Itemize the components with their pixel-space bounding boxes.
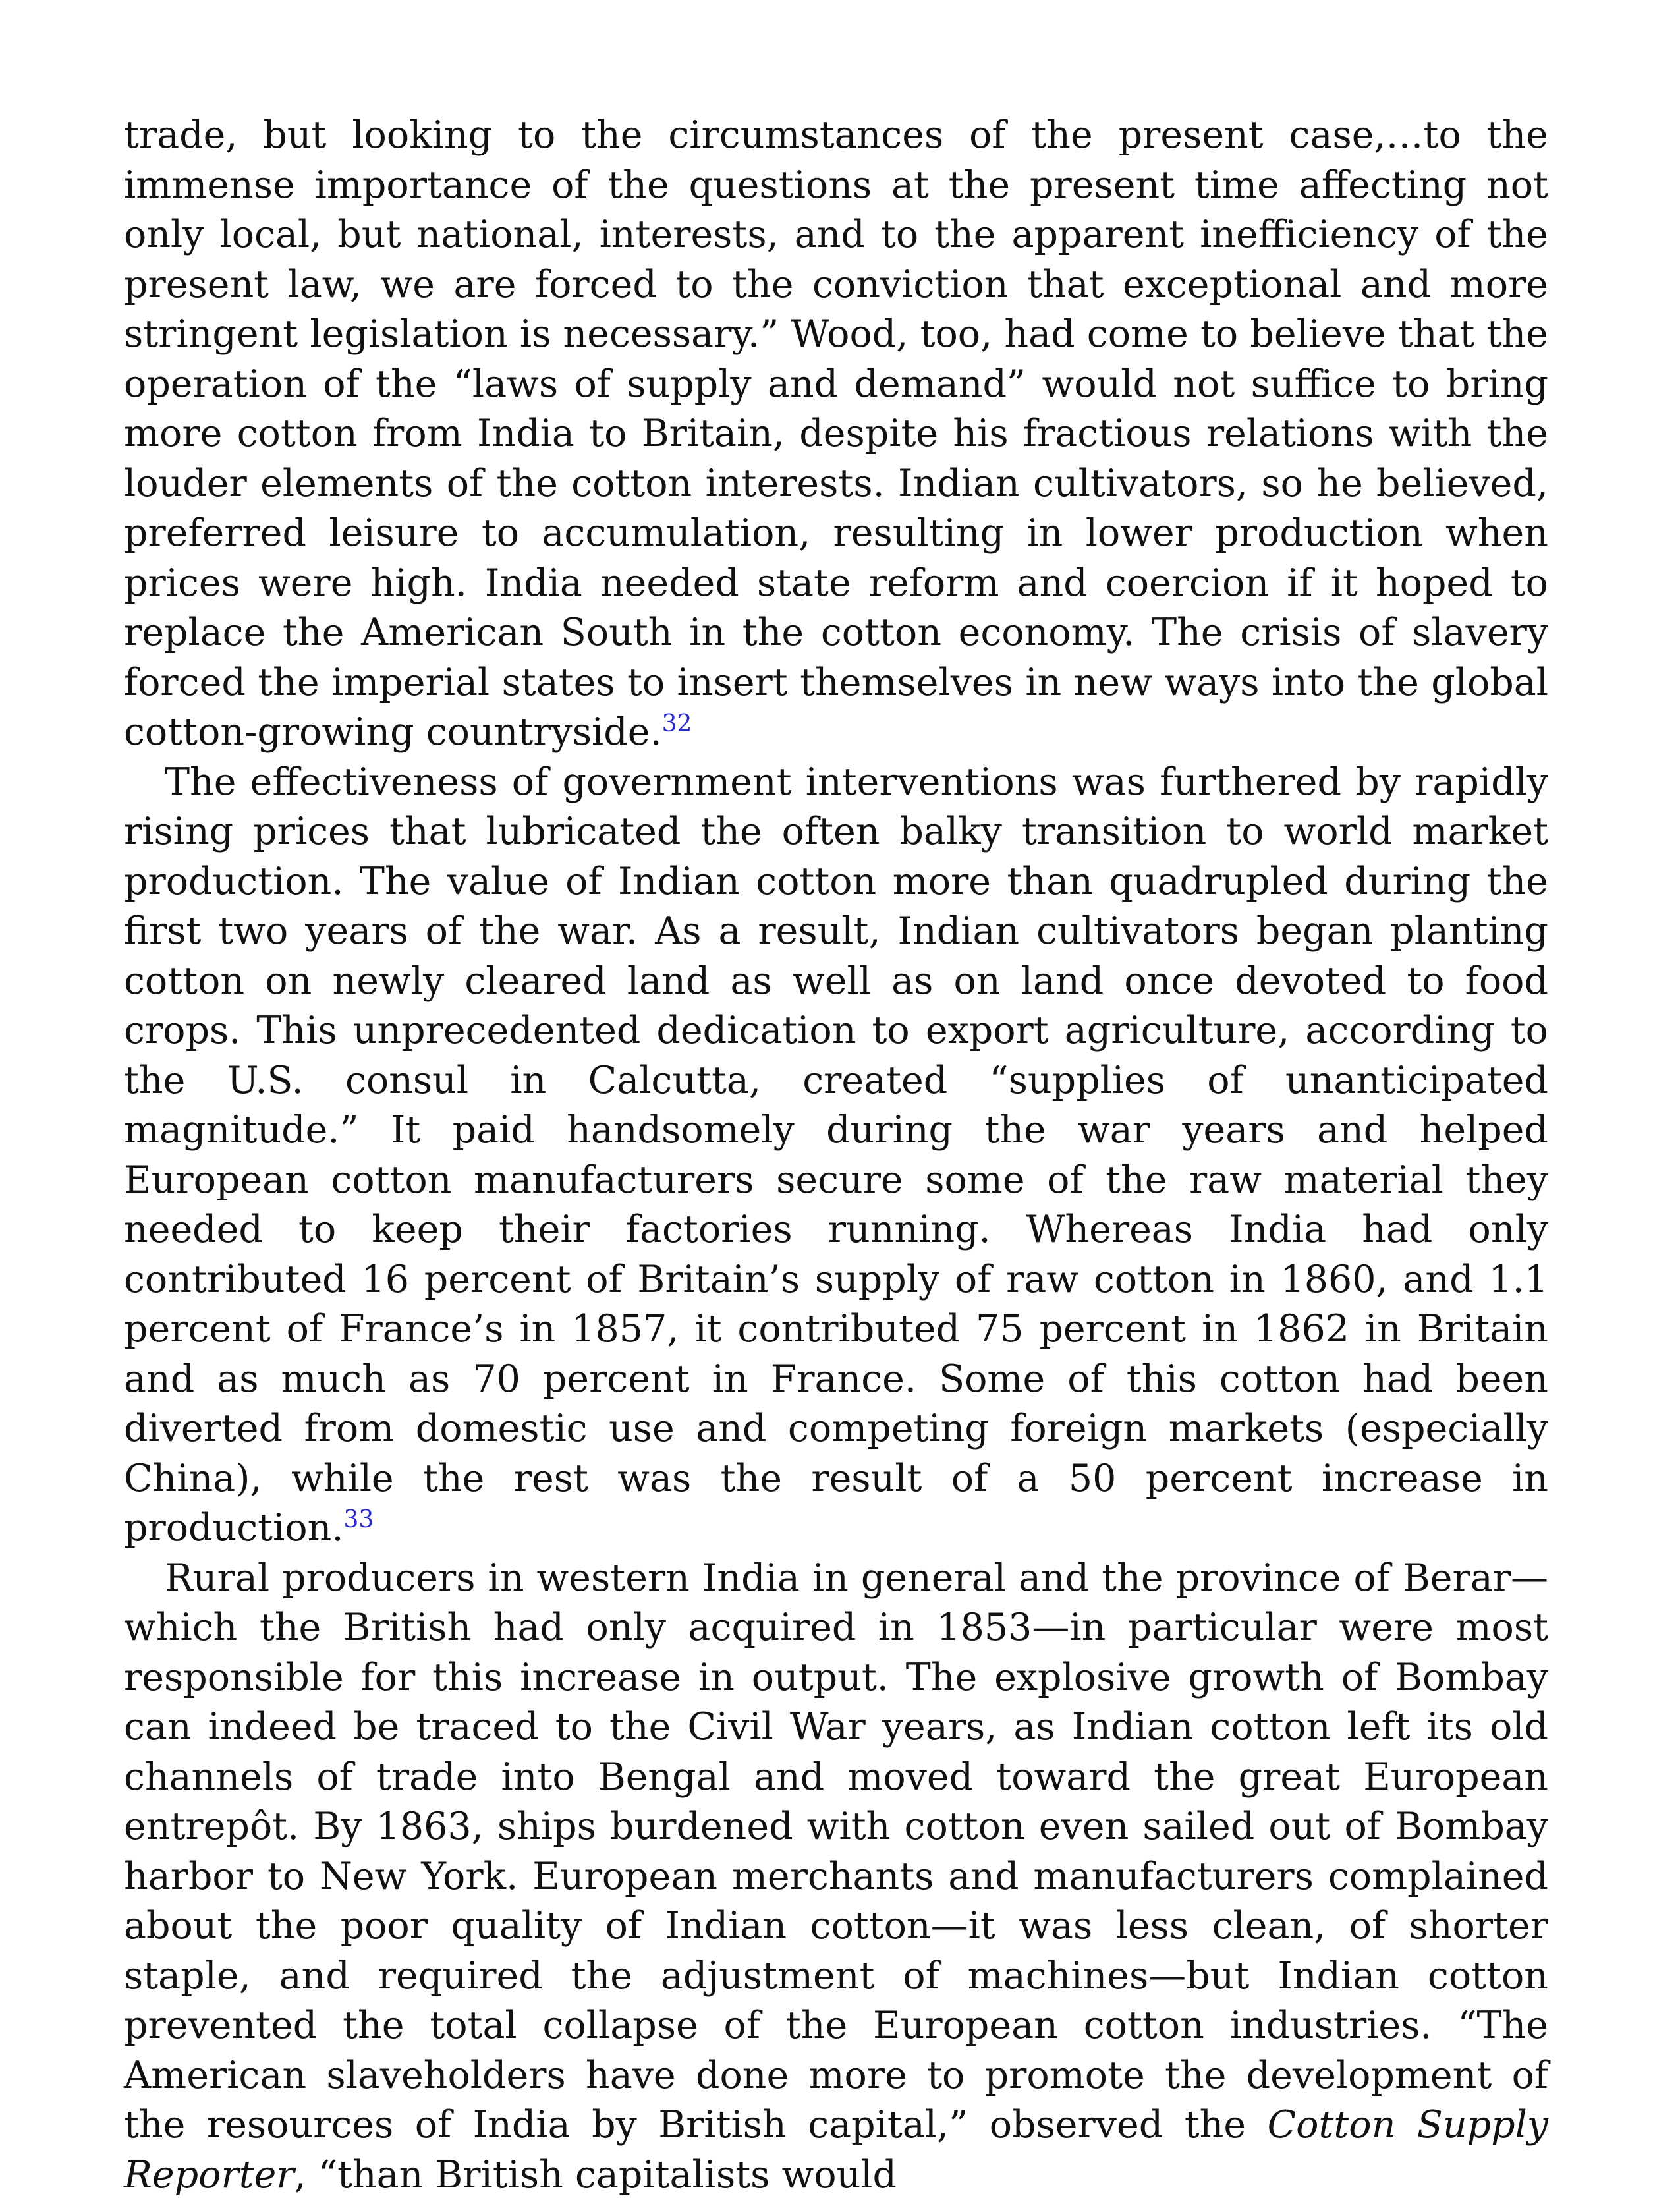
paragraph-1 <box>124 111 1548 758</box>
paragraph-3-text-before: Rural producers in western India in general and the province of Berar—which the British had only acquired in 1853—in particular were most responsible for this increase in output. The explosive growth of Bombay can indeed be traced to the Civil War years, as Indian cotton left its old channels of trade into Bengal and moved toward the great European entrepôt. By 1863, ships burdened with cotton even sailed out of Bombay harbor to New York. European merchants and manufacturers complained about the poor quality of Indian cotton—it was less clean, of shorter staple, and required the adjustment of machines—but Indian cotton prevented the total collapse of the European cotton industries. “The American slaveholders have done more to promote the development of the resources of India by British capital,” observed the <box>124 1556 1548 2147</box>
paragraph-3-text-after: , “than British capitalists would <box>294 2153 897 2197</box>
footnote-ref-33[interactable]: 33 <box>343 1506 374 1533</box>
paragraph-2-text: The effectiveness of government interventions was furthered by rapidly rising prices that lubricated the often balky transition to world market production. The value of Indian cotton more than quadrupled during the first two years of the war. As a result, Indian cultivators began planting cotton on newly cleared land as well as on land once devoted to food crops. This unprecedented dedication to export agriculture, according to the U.S. consul in Calcutta, created “supplies of unanticipated magnitude.” It paid handsomely during the war years and helped European cotton manufacturers secure some of the raw material they needed to keep their factories running. Whereas India had only contributed 16 percent of Britain’s supply of raw cotton in 1860, and 1.1 percent of France’s in 1857, it contributed 75 percent in 1862 in Britain and as much as 70 percent in France. Some of this cotton had been diverted from domestic use and competing foreign markets (especially China), while the rest was the result of a 50 percent increase in production. <box>124 760 1548 1550</box>
publication-title: Cotton Supply Reporter <box>124 2103 1548 2197</box>
page-body <box>124 111 1548 2200</box>
paragraph-1-text: trade, but looking to the circumstances of the present case,…to the immense importance of the questions at the present time affecting not only local, but national, interests, and to the apparent inefficiency of the present law, we are forced to the conviction that exceptional and more stringent legislation is necessary.” Wood, too, had come to believe that the operation of the “laws of supply and demand” would not suffice to bring more cotton from India to Britain, despite his fractious relations with the louder elements of the cotton interests. Indian cultivators, so he believed, preferred leisure to accumulation, resulting in lower production when prices were high. India needed state reform and coercion if it hoped to replace the American South in the cotton economy. The crisis of slavery forced the imperial states to insert themselves in new ways into the global cotton-growing countryside. <box>124 113 1548 754</box>
footnote-ref-32[interactable]: 32 <box>662 710 692 737</box>
paragraph-3 <box>124 1554 1548 2200</box>
paragraph-2 <box>124 758 1548 1554</box>
